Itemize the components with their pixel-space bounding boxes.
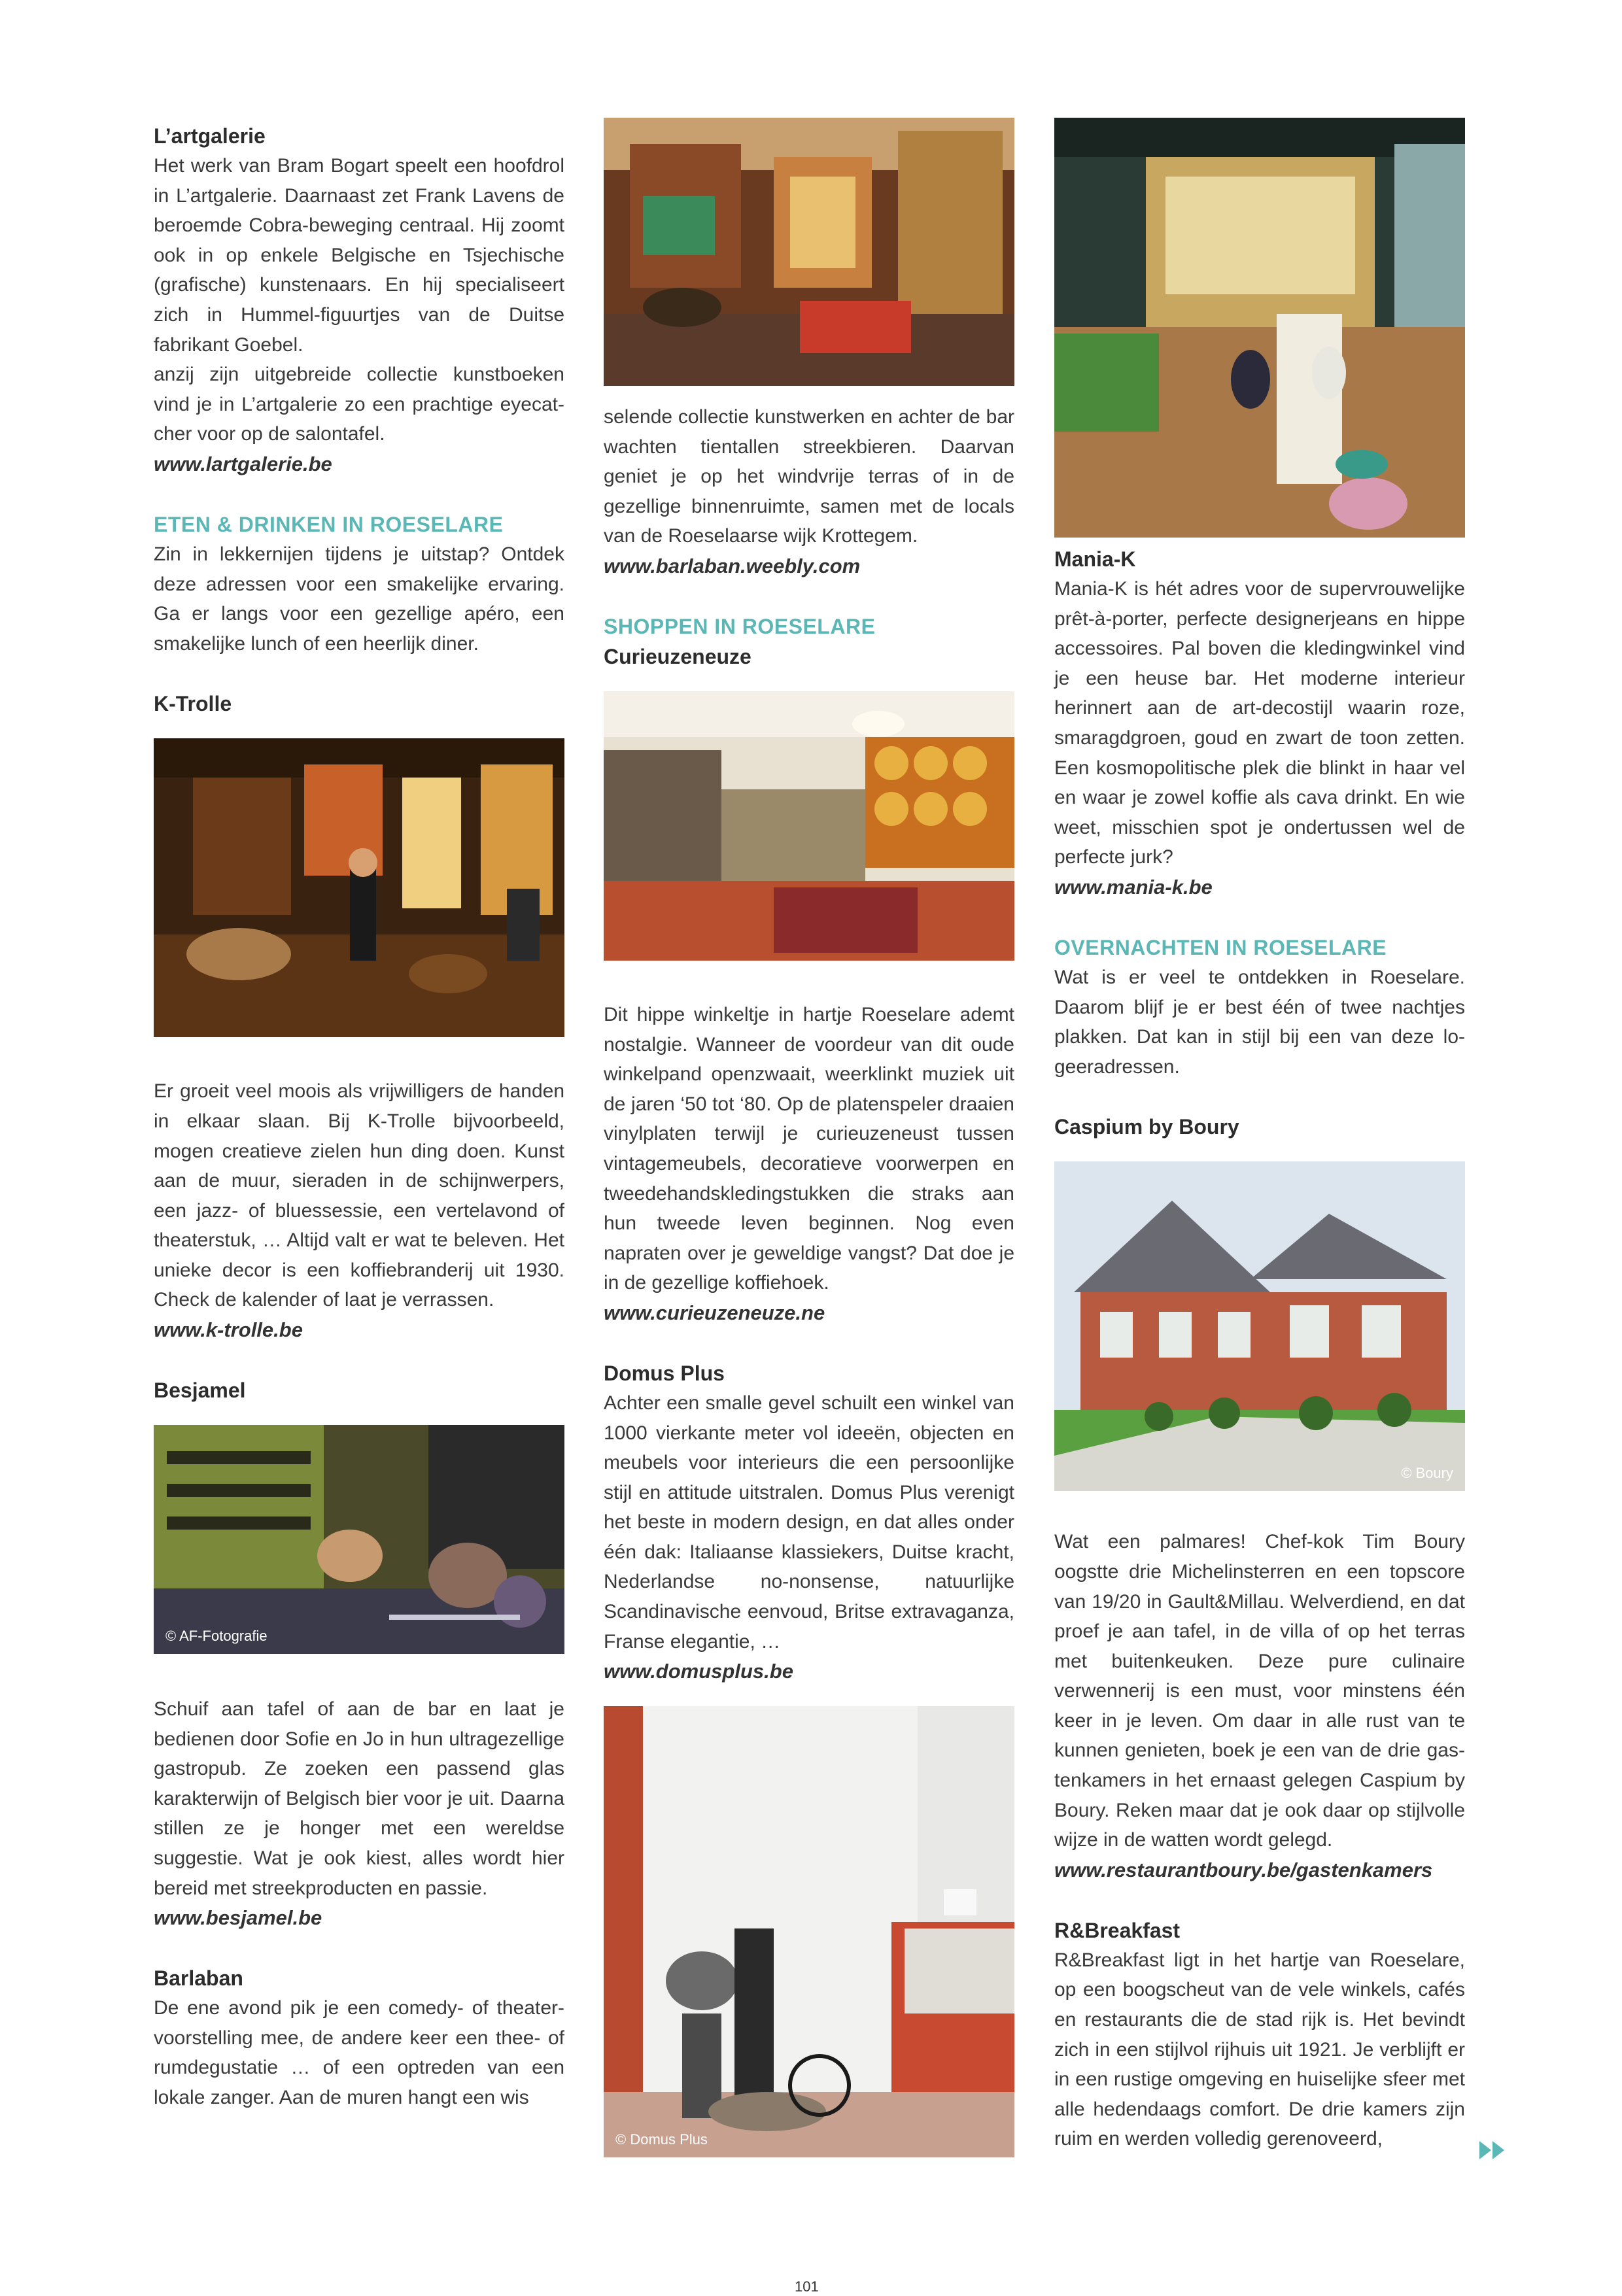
column-left <box>154 121 564 2113</box>
mania-k-text: Mania-K is hét adres voor de supervrouwelijke prêt-à-porter, perfecte designerjeans en hippe accessoires. Pal boven die kledingwinkel vind je een heuse bar. Het moderne interieur herinnert aan de art-decostijl waarin roze, smaragdgroen, goud en zwart de toon zetten. Een kosmopolitische plek die blinkt in haar vel en waar je zowel koffie als cava drinkt. En wie weet, misschien spot je ondertussen wel de perfecte jurk? <box>1054 578 1465 868</box>
besjamel-photo-credit: © AF-Fotografie <box>165 1628 267 1645</box>
domus-plus-photo <box>604 1706 1014 2157</box>
barlaban-text-continued: selende collectie kunstwerken en achter de bar wachten tientallen streekbieren. Daarvan geniet je op het windvrije terras of in de gezellige binnenruimte, samen met de locals van de Roeselaarse wijk Krottegem. <box>604 406 1014 547</box>
ktrolle-link[interactable]: www.k-trolle.be <box>154 1318 303 1342</box>
ktrolle-title: K-Trolle <box>154 692 232 716</box>
lartgalerie-title: L’artgalerie <box>154 124 266 148</box>
besjamel-photo <box>154 1425 564 1654</box>
rbreakfast-title: R&Breakfast <box>1054 1918 1181 1942</box>
mania-k-title: Mania-K <box>1054 547 1136 571</box>
curieuzeneuze-link[interactable]: www.curieuzeneuze.ne <box>604 1301 825 1324</box>
domus-plus-title: Domus Plus <box>604 1361 725 1385</box>
caspium-text: Wat een palmares! Chef-kok Tim Boury oogstte drie Michelinsterren en een topscore van 19/20 in Gault&Millau. Welverdiend, en dat proef je aan tafel, in de villa of op het terras met buitenkeuken. Deze pure culinaire verwennerij is een must, voor minstens één keer in je leven. Om daar in alle rust van te kunnen genieten, boek je een van de drie gastenkamers in het ernaast gelegen Caspium by Boury. Reken maar dat je ook daar op stijlvolle wijze in de watten wordt gelegd. <box>1054 1531 1465 1851</box>
shoppen-heading: SHOPPEN IN ROESELARE <box>604 614 876 638</box>
caspium-link[interactable]: www.restaurantboury.be/gastenkamers <box>1054 1858 1433 1881</box>
curieuzeneuze-title: Curieuzeneuze <box>604 644 751 668</box>
mania-k-photo <box>1054 118 1465 538</box>
besjamel-text: Schuif aan tafel of aan de bar en laat je bedienen door Sofie en Jo in hun ultragezellige gastropub. Ze zoeken een passend glas karakterwijn of Belgisch bier voor je uit. Daarna stillen ze je honger met een wereldse suggestie. Wat je ook kiest, alles wordt hier bereid met streekproducten en passie. <box>154 1698 564 1899</box>
barlaban-text: De ene avond pik je een comedy- of theatervoorstelling mee, de andere keer een thee- of rumdegustatie … of een optreden van een lokale zanger. Aan de muren hangt een wis <box>154 1997 564 2108</box>
curieuzeneuze-photo <box>604 691 1014 961</box>
lartgalerie-link[interactable]: www.lartgalerie.be <box>154 452 332 475</box>
ktrolle-text: Er groeit veel moois als vrijwilligers de handen in elkaar slaan. Bij K-Trolle bijvoorbeeld, mogen creatieve zielen hun ding doen. Kunst aan de muur, sieraden in de schijnwerpers, een jazz- of bluessessie, een vertelavond of theaterstuk, … Altijd valt er wat te beleven. Het unieke decor is een koffiebranderij uit 1930. Check de kalender of laat je verrassen. <box>154 1080 564 1311</box>
overnachten-intro: Wat is er veel te ontdekken in Roeselare. Daarom blijf je er best één of twee nachtjes plakken. Dat kan in stijl bij een van deze logeeradressen. <box>1054 966 1465 1078</box>
barlaban-link[interactable]: www.barlaban.weebly.com <box>604 554 861 577</box>
curieuzeneuze-text: Dit hippe winkeltje in hartje Roeselare ademt nostalgie. Wanneer de voordeur van dit oude winkelpand openzwaait, weerklinkt muziek uit de jaren ‘50 tot ‘80. Op de platenspeler draaien vinylplaten terwijl je curieuzeneust tussen vintagemeubels, decoratieve voorwerpen en tweedehandskledingstukken die straks aan hun tweede leven beginnen. Nog even napraten over je geweldige vangst? Dat doe je in de gezellige koffiehoek. <box>604 1003 1014 1294</box>
caspium-photo-credit: © Boury <box>1401 1465 1453 1482</box>
besjamel-link[interactable]: www.besjamel.be <box>154 1906 322 1930</box>
overnachten-heading: OVERNACHTEN IN ROESELARE <box>1054 935 1387 959</box>
caspium-photo <box>1054 1161 1465 1491</box>
barlaban-title: Barlaban <box>154 1966 243 1991</box>
caspium-title: Caspium by Boury <box>1054 1115 1239 1139</box>
column-right <box>1054 121 1465 2154</box>
lartgalerie-text: Het werk van Bram Bogart speelt een hoofdrol in L’artgalerie. Daarnaast zet Frank Lavens de beroemde Cobra-beweging centraal. Hij zoomt ook in op enkele Belgische en Tsjechische (grafische) kunstenaars. En hij specialiseert zich in Hummel-figuurtjes van de Duitse fabrikant Goebel. <box>154 155 564 356</box>
eten-drinken-intro: Zin in lekkernijen tijdens je uitstap? Ontdek deze adressen voor een smakelijke ervaring. Ga er langs voor een gezellige apéro, een smakelijke lunch of een heerlijk diner. <box>154 543 564 655</box>
besjamel-title: Besjamel <box>154 1379 246 1403</box>
domus-plus-link[interactable]: www.domusplus.be <box>604 1660 793 1683</box>
domus-plus-text: Achter een smalle gevel schuilt een winkel van 1000 vierkante meter vol ideeën, objecten en meubels voor interieurs die een persoonlijke stijl en attitude uitstralen. Domus Plus verenigt het beste in modern design, en dat alles onder één dak: Italiaanse klassiekers, Duitse kracht, Nederlandse no-nonsense, natuurlijke Scandinavische eenvoud, Britse extravaganza, Franse elegantie, … <box>604 1392 1014 1653</box>
page-number: 101 <box>795 2278 819 2295</box>
column-middle <box>604 121 1014 2157</box>
barlaban-photo <box>604 118 1014 386</box>
ktrolle-photo <box>154 738 564 1037</box>
double-chevron-right-icon[interactable] <box>1479 2136 1506 2166</box>
domus-plus-photo-credit: © Domus Plus <box>615 2131 708 2148</box>
rbreakfast-text: R&Breakfast ligt in het hartje van Roeselare, op een boogscheut van de vele winkels, cafés en restaurants die de stad rijk is. Het bevindt zich in een stijlvol rijhuis uit 1921. Je verblijft er in een rustige omgeving en huiselijke sfeer met alle hedendaags comfort. De drie kamers zijn ruim en werden volledig gerenoveerd, <box>1054 1949 1465 2150</box>
eten-drinken-heading: ETEN & DRINKEN IN ROESELARE <box>154 512 504 536</box>
mania-k-link[interactable]: www.mania-k.be <box>1054 875 1213 899</box>
lartgalerie-text-2: anzij zijn uitgebreide collectie kunstboeken vind je in L’artgalerie zo een prachtige eyecatcher voor op de salontafel. <box>154 364 564 445</box>
